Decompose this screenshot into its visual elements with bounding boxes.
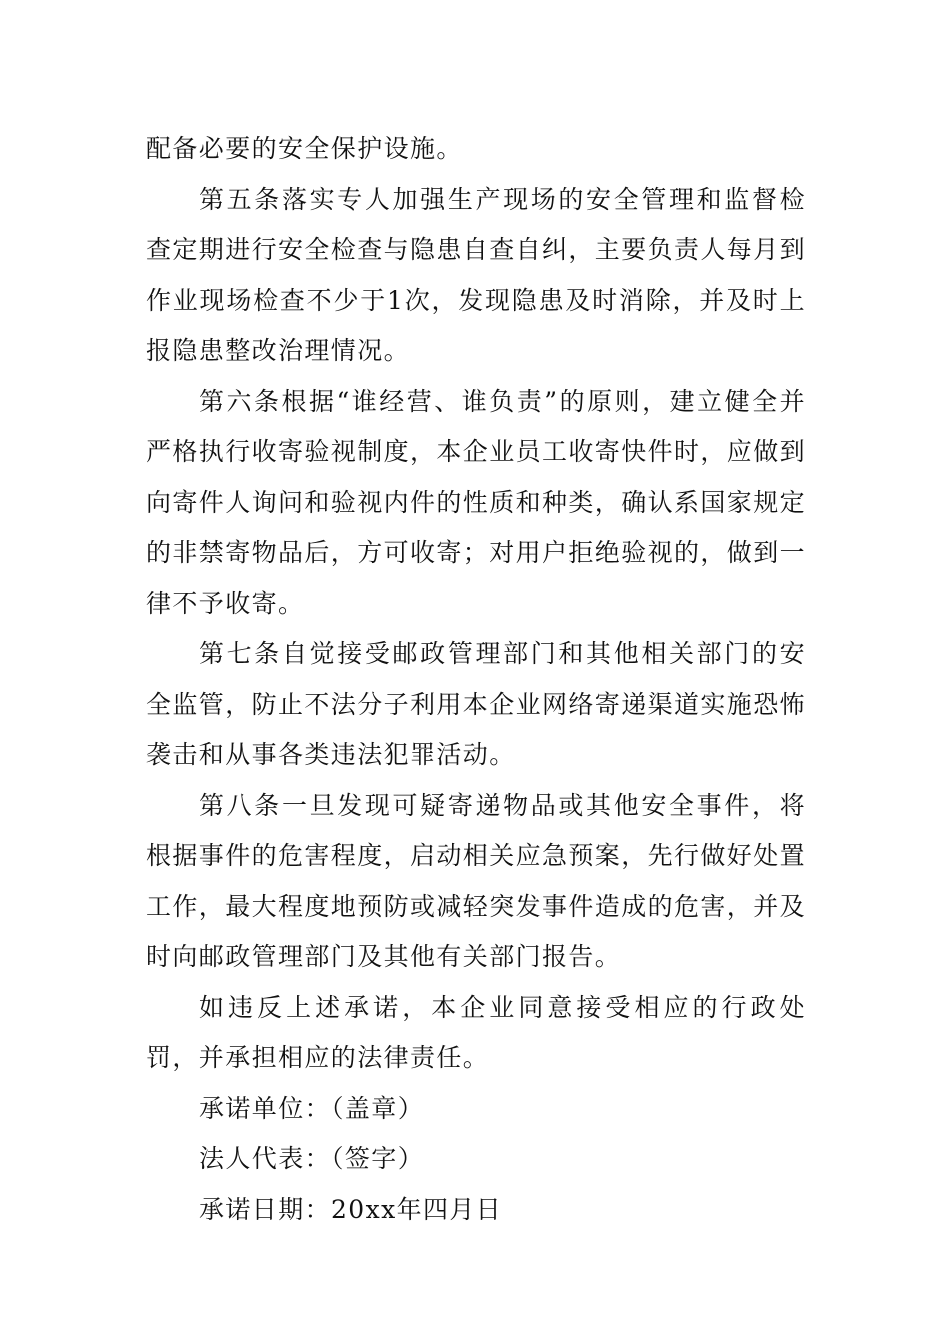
paragraph-violation-clause: 如违反上述承诺，本企业同意接受相应的行政处罚，并承担相应的法律责任。 <box>146 992 806 1072</box>
paragraph-continuation: 配备必要的安全保护设施。 <box>146 134 463 163</box>
signature-representative: 法人代表：（签字） <box>199 1144 425 1173</box>
paragraph-article-5: 第五条落实专人加强生产现场的安全管理和监督检查定期进行安全检查与隐患自查自纠，主要负责人每月到作业现场检查不少于1次，发现隐患及时消除，并及时上报隐患整改治理情况。 <box>146 184 807 365</box>
paragraph-article-7: 第七条自觉接受邮政管理部门和其他相关部门的安全监管，防止不法分子利用本企业网络寄递渠道实施恐怖袭击和从事各类违法犯罪活动。 <box>146 639 807 769</box>
paragraph-article-6: 第六条根据“谁经营、谁负责”的原则，建立健全并严格执行收寄验视制度，本企业员工收寄快件时，应做到向寄件人询问和验视内件的性质和种类，确认系国家规定的非禁寄物品后，方可收寄；对用户拒绝验视的，做到一律不予收寄。 <box>146 386 807 618</box>
paragraph-article-8: 第八条一旦发现可疑寄递物品或其他安全事件，将根据事件的危害程度，启动相关应急预案，先行做好处置工作，最大程度地预防或减轻突发事件造成的危害，并及时向邮政管理部门及其他有关部门报告。 <box>146 790 807 971</box>
document-body <box>146 124 806 1235</box>
signature-unit: 承诺单位：（盖章） <box>199 1093 425 1123</box>
signature-date: 承诺日期：20xx年四月日 <box>199 1194 503 1224</box>
